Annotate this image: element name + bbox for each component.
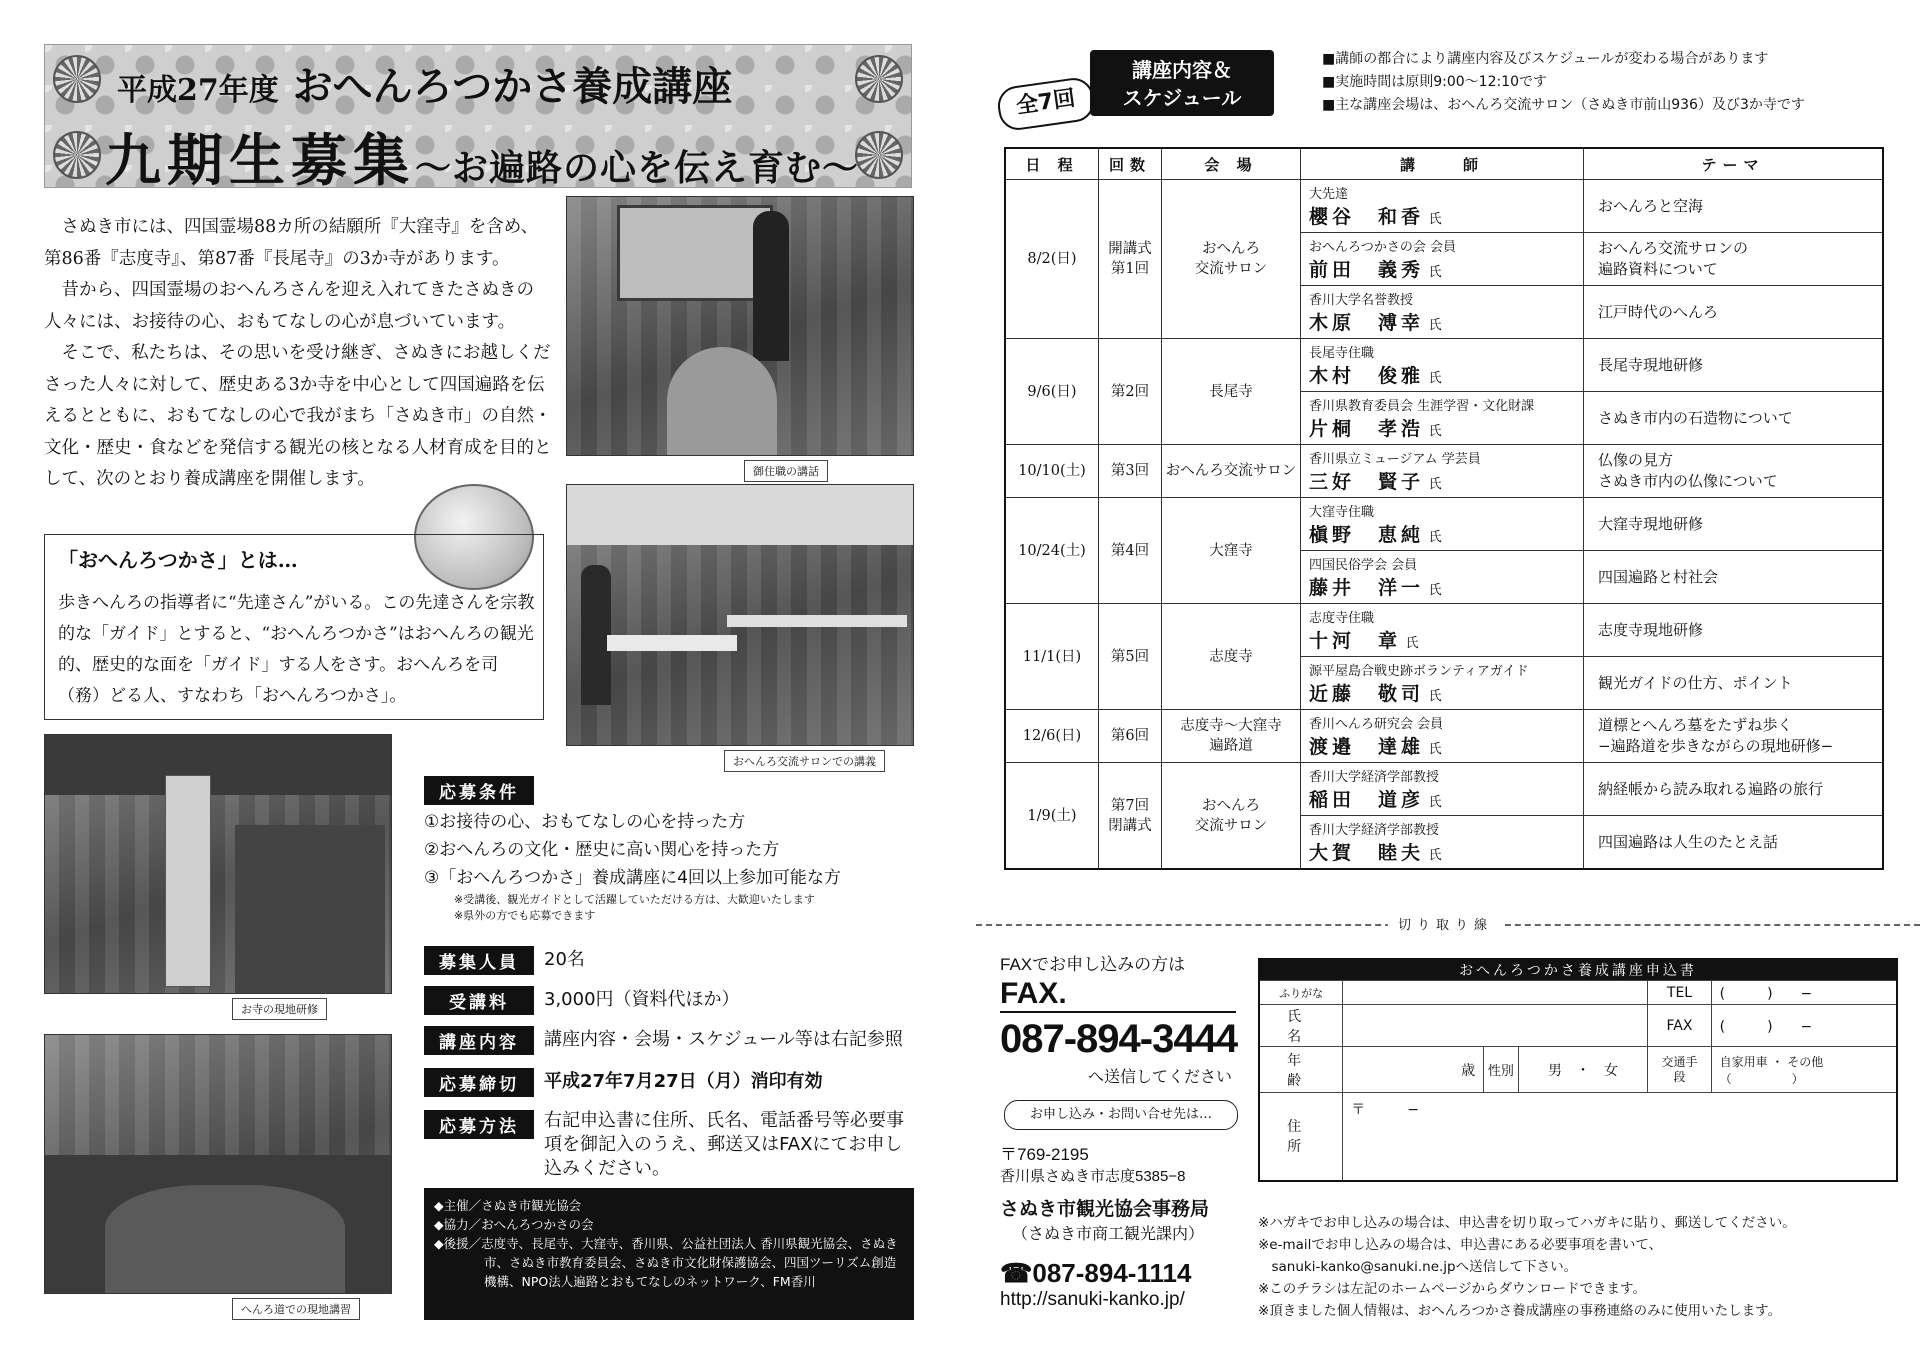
- footnote-email[interactable]: sanuki-kanko@sanuki.ne.jpへ送信して下さい。: [1258, 1259, 1578, 1275]
- schedule-header-row: [1005, 148, 1883, 180]
- schedule-row: [1005, 498, 1883, 551]
- lecturer-affiliation: 香川大学経済学部教授: [1309, 770, 1440, 785]
- schedule-row: [1005, 339, 1883, 392]
- session-number: 開講式 第1回: [1099, 180, 1162, 339]
- definition-title: 「おへんろつかさ」とは…: [58, 548, 298, 572]
- session-date: 10/24(土): [1005, 498, 1099, 604]
- photo-caption: お寺の現地研修: [232, 998, 327, 1020]
- session-date: 9/6(日): [1005, 339, 1099, 445]
- session-number: 第7回 閉講式: [1099, 763, 1162, 870]
- honorific: 氏: [1428, 265, 1442, 280]
- contact-pill: お申し込み・お問い合せ先は…: [1004, 1100, 1238, 1130]
- chrysanthemum-icon: [53, 55, 101, 103]
- age-field[interactable]: 歳: [1343, 1047, 1484, 1093]
- photo-caption: おへんろ交流サロンでの講義: [724, 750, 885, 772]
- session-number: 第6回: [1099, 710, 1162, 763]
- lecturer-cell: [1301, 339, 1584, 392]
- fax-block: [1000, 950, 1250, 1087]
- lecturer-name: 三好 賢子: [1309, 471, 1425, 493]
- honorific: 氏: [1428, 848, 1442, 863]
- condition-note: ※受講後、観光ガイドとして活躍していただける方は、大歓迎いたします: [454, 893, 815, 906]
- footnote: ※このチラシは左記のホームページからダウンロードできます。: [1258, 1281, 1646, 1297]
- schedule-note: ■講師の都合により講座内容及びスケジュールが変わる場合があります: [1322, 51, 1769, 67]
- session-venue: 志度寺: [1162, 604, 1301, 710]
- photo-caption: へんろ道での現地講習: [232, 1298, 360, 1320]
- lecturer-cell: [1301, 392, 1584, 445]
- headline-text: 九期生募集: [105, 128, 415, 188]
- schedule-note: ■実施時間は原則9:00〜12:10です: [1322, 74, 1548, 90]
- headline-subtitle: 〜お遍路の心を伝え育む〜: [415, 147, 860, 188]
- cut-line-label: 切り取り線: [1388, 914, 1503, 933]
- conditions-label: 応募条件: [424, 776, 534, 805]
- detail-value: 3,000円（資料代ほか）: [544, 989, 740, 1010]
- fax-send-note: へ送信してください: [1087, 1069, 1232, 1086]
- honorific: 氏: [1428, 583, 1442, 598]
- schedule-body: [1005, 180, 1883, 870]
- application-form: [1258, 958, 1898, 1182]
- schedule-row: [1005, 180, 1883, 233]
- detail-label: 受講料: [424, 986, 534, 1015]
- schedule-row: [1005, 710, 1883, 763]
- col-theme: テーマ: [1584, 148, 1884, 180]
- lecture-theme: 江戸時代のへんろ: [1584, 286, 1884, 339]
- honorific: 氏: [1428, 477, 1442, 492]
- photo-caption: 御住職の講話: [744, 460, 828, 482]
- schedule-row: [1005, 604, 1883, 657]
- lecture-theme: 四国遍路は人生のたとえ話: [1584, 816, 1884, 870]
- honorific: 氏: [1428, 424, 1442, 439]
- lecturer-affiliation: 大窪寺住職: [1309, 505, 1375, 520]
- schedule-row: [1005, 763, 1883, 816]
- furigana-field[interactable]: [1343, 981, 1648, 1005]
- condition-item: ①お接待の心、おもてなしの心を持った方: [424, 812, 746, 832]
- honorific: 氏: [1428, 318, 1442, 333]
- session-date: 11/1(日): [1005, 604, 1099, 710]
- sponsor-line: ◆協力／おへんろつかさの会: [434, 1217, 594, 1232]
- lecturer-affiliation: 香川大学名誉教授: [1309, 293, 1414, 308]
- session-venue: 志度寺〜大窪寺 遍路道: [1162, 710, 1301, 763]
- detail-value: 平成27年7月27日（月）消印有効: [544, 1071, 823, 1092]
- conditions-list: [424, 808, 904, 924]
- definition-text: 歩きへんろの指導者に“先達さん”がいる。この先達さんを宗教的な「ガイド」とすると、“おへんろつかさ”はおへんろの観光的、歴史的な面を「ガイド」する人をさす。おへんろを司（務）どる人、すなわち「おへんろつかさ」。: [58, 593, 535, 706]
- lecture-theme: おへんろと空海: [1584, 180, 1884, 233]
- honorific: 氏: [1428, 689, 1442, 704]
- address: 香川県さぬき市志度5385−8: [1000, 1168, 1186, 1185]
- lecturer-name: 大賀 睦夫: [1309, 842, 1425, 864]
- lecturer-affiliation: 四国民俗学会 会員: [1309, 558, 1418, 573]
- honorific: 氏: [1428, 530, 1442, 545]
- course-name: おへんろつかさ養成講座: [292, 63, 733, 110]
- col-venue: 会 場: [1162, 148, 1301, 180]
- intro-paragraph: 昔から、四国霊場のおへんろさんを迎え入れてきたさぬきの人々には、お接待の心、おもてなしの心が息づいています。: [44, 280, 534, 332]
- transport-label: 交通手段: [1648, 1047, 1711, 1093]
- photo-salon-lecture: [566, 484, 914, 746]
- footnotes: [1258, 1212, 1908, 1322]
- form-title: おへんろつかさ養成講座申込書: [1259, 959, 1897, 981]
- honorific: 氏: [1428, 742, 1442, 757]
- sponsor-line: ◆後援／志度寺、長尾寺、大窪寺、香川県、公益社団法人 香川県観光協会、さぬき市、さぬき市教育委員会、さぬき市文化財保護協会、四国ツーリズム創造機構、NPO法人遍路とおもてなしのネットワーク、FM香川: [434, 1236, 898, 1289]
- session-date: 10/10(土): [1005, 445, 1099, 498]
- col-number: 回数: [1099, 148, 1162, 180]
- title-banner: [44, 44, 912, 188]
- honorific: 氏: [1428, 212, 1442, 227]
- schedule-table: [1004, 147, 1884, 870]
- honorific: 氏: [1428, 795, 1442, 810]
- detail-value: 20名: [544, 949, 585, 970]
- lecturer-affiliation: 香川大学経済学部教授: [1309, 823, 1440, 838]
- lecturer-cell: [1301, 180, 1584, 233]
- detail-label: 応募方法: [424, 1110, 534, 1139]
- lecture-theme: 仏像の見方 さぬき市内の仏像について: [1584, 445, 1884, 498]
- session-number: 第2回: [1099, 339, 1162, 445]
- chrysanthemum-icon: [855, 131, 903, 179]
- phone-number: ☎087-894-1114: [1000, 1258, 1192, 1288]
- lecturer-cell: [1301, 710, 1584, 763]
- chrysanthemum-icon: [53, 131, 101, 179]
- footnote: ※頂きました個人情報は、おへんろつかさ養成講座の事務連絡のみに使用いたします。: [1258, 1303, 1782, 1319]
- detail-label: 応募締切: [424, 1068, 534, 1097]
- lecturer-affiliation: 志度寺住職: [1309, 611, 1375, 626]
- lecturer-cell: [1301, 551, 1584, 604]
- lecturer-name: 槇野 恵純: [1309, 524, 1425, 546]
- lecture-theme: 長尾寺現地研修: [1584, 339, 1884, 392]
- schedule-title: [1090, 50, 1274, 116]
- condition-item: ②おへんろの文化・歴史に高い関心を持った方: [424, 840, 780, 860]
- chrysanthemum-icon: [855, 55, 903, 103]
- photo-lecture-priest: [566, 196, 914, 456]
- sex-field[interactable]: 男 ・ 女: [1518, 1047, 1648, 1093]
- schedule-row: [1005, 445, 1883, 498]
- session-date: 12/6(日): [1005, 710, 1099, 763]
- photo-temple-field-training: [44, 734, 392, 994]
- lecturer-name: 渡邉 達雄: [1309, 736, 1425, 758]
- lecture-theme: 四国遍路と村社会: [1584, 551, 1884, 604]
- tel-field[interactable]: ( ) −: [1711, 981, 1897, 1005]
- session-date: 1/9(土): [1005, 763, 1099, 870]
- session-number: 第3回: [1099, 445, 1162, 498]
- lecture-theme: 観光ガイドの仕方、ポイント: [1584, 657, 1884, 710]
- detail-label: 講座内容: [424, 1026, 534, 1055]
- lecture-theme: 大窪寺現地研修: [1584, 498, 1884, 551]
- lecturer-cell: [1301, 763, 1584, 816]
- lecturer-affiliation: 香川県立ミュージアム 学芸員: [1309, 452, 1481, 467]
- year-label: 平成27年度: [117, 73, 279, 108]
- session-date: 8/2(日): [1005, 180, 1099, 339]
- lecturer-cell: [1301, 445, 1584, 498]
- lecturer-affiliation: 大先達: [1309, 187, 1349, 202]
- contact-block: [1000, 1140, 1250, 1311]
- lecturer-cell: [1301, 657, 1584, 710]
- headline: [105, 117, 859, 188]
- session-venue: 大窪寺: [1162, 498, 1301, 604]
- lecturer-affiliation: 源平屋島合戦史跡ボランティアガイド: [1309, 664, 1529, 679]
- fax-label: FAX.: [1000, 977, 1236, 1013]
- name-field[interactable]: [1343, 1005, 1648, 1047]
- furigana-label: ふりがな: [1259, 981, 1343, 1005]
- office-sub: （さぬき市商工観光課内）: [1012, 1226, 1205, 1243]
- session-venue: 長尾寺: [1162, 339, 1301, 445]
- condition-item: ③「おへんろつかさ」養成講座に4回以上参加可能な方: [424, 868, 841, 888]
- photo-pilgrim-path: [44, 1034, 392, 1294]
- office-name: さぬき市観光協会事務局: [1000, 1199, 1210, 1220]
- detail-label: 募集人員: [424, 946, 534, 975]
- address-field[interactable]: 〒 −: [1343, 1093, 1897, 1181]
- fax-lead: FAXでお申し込みの方は: [1000, 955, 1186, 974]
- lecturer-affiliation: 長尾寺住職: [1309, 346, 1375, 361]
- lecturer-name: 十河 章: [1309, 630, 1402, 652]
- col-lecturer: 講 師: [1301, 148, 1584, 180]
- lecturer-cell: [1301, 816, 1584, 870]
- footnote: ※ハガキでお申し込みの場合は、申込書を切り取ってハガキに貼り、郵送してください。: [1258, 1215, 1796, 1231]
- detail-value: 講座内容・会場・スケジュール等は右記参照: [544, 1029, 903, 1050]
- sex-label: 性別: [1484, 1047, 1518, 1093]
- lecturer-affiliation: 香川へんろ研究会 会員: [1309, 717, 1444, 732]
- sponsor-box: [424, 1188, 914, 1320]
- detail-value: 右記申込書に住所、氏名、電話番号等必要事項を御記入のうえ、郵送又はFAXにてお申し込みください。: [544, 1110, 904, 1179]
- honorific: 氏: [1428, 371, 1442, 386]
- honorific: 氏: [1405, 636, 1419, 651]
- schedule-title-line: 講座内容＆: [1132, 58, 1232, 82]
- lecturer-name: 前田 義秀: [1309, 259, 1425, 281]
- fax-field[interactable]: ( ) −: [1711, 1005, 1897, 1047]
- session-number: 第4回: [1099, 498, 1162, 604]
- lecture-theme: 納経帳から読み取れる遍路の旅行: [1584, 763, 1884, 816]
- lecture-theme: さぬき市内の石造物について: [1584, 392, 1884, 445]
- intro-text: [44, 212, 554, 496]
- address-label: 住 所: [1259, 1093, 1343, 1181]
- course-title: [117, 55, 732, 112]
- lecturer-name: 近藤 敬司: [1309, 683, 1425, 705]
- lecturer-name: 櫻谷 和香: [1309, 206, 1425, 228]
- sessions-badge: 全7回: [995, 76, 1096, 133]
- lecturer-name: 片桐 孝浩: [1309, 418, 1425, 440]
- condition-note: ※県外の方でも応募できます: [454, 909, 596, 922]
- schedule-note: ■主な講座会場は、おへんろ交流サロン（さぬき市前山936）及び3か寺です: [1322, 97, 1805, 113]
- intro-paragraph: さぬき市には、四国霊場88カ所の結願所『大窪寺』を含め、第86番『志度寺』、第87番『長尾寺』の3か寺があります。: [44, 217, 539, 269]
- lecture-theme: 志度寺現地研修: [1584, 604, 1884, 657]
- transport-field[interactable]: 自家用車 ・ その他（ ）: [1711, 1047, 1897, 1093]
- lecture-theme: 道標とへんろ墓をたずね歩く −遍路道を歩きながらの現地研修−: [1584, 710, 1884, 763]
- lecture-theme: おへんろ交流サロンの 遍路資料について: [1584, 233, 1884, 286]
- session-venue: おへんろ 交流サロン: [1162, 763, 1301, 870]
- lecturer-cell: [1301, 498, 1584, 551]
- lecturer-cell: [1301, 286, 1584, 339]
- lecturer-cell: [1301, 604, 1584, 657]
- lecturer-name: 木村 俊雅: [1309, 365, 1425, 387]
- sponsor-line: ◆主催／さぬき市観光協会: [434, 1198, 582, 1213]
- lecturer-affiliation: おへんろつかさの会 会員: [1309, 240, 1457, 255]
- lecturer-affiliation: 香川県教育委員会 生涯学習・文化財課: [1309, 399, 1535, 414]
- lecturer-name: 木原 溥幸: [1309, 312, 1425, 334]
- lecturer-name: 藤井 洋一: [1309, 577, 1425, 599]
- footnote: ※e-mailでお申し込みの場合は、申込書にある必要事項を書いて、: [1258, 1237, 1663, 1253]
- session-venue: おへんろ交流サロン: [1162, 445, 1301, 498]
- name-label: 氏 名: [1259, 1005, 1343, 1047]
- schedule-title-line: スケジュール: [1122, 86, 1242, 110]
- session-venue: おへんろ 交流サロン: [1162, 180, 1301, 339]
- col-date: 日 程: [1005, 148, 1099, 180]
- schedule-notes: [1322, 48, 1882, 117]
- age-label: 年 齢: [1259, 1047, 1343, 1093]
- lecturer-name: 稲田 道彦: [1309, 789, 1425, 811]
- fax-field-label: FAX: [1648, 1005, 1711, 1047]
- website-link[interactable]: http://sanuki-kanko.jp/: [1000, 1289, 1185, 1310]
- session-number: 第5回: [1099, 604, 1162, 710]
- lecturer-cell: [1301, 233, 1584, 286]
- postal-code: 〒769-2195: [1000, 1145, 1089, 1164]
- tel-label: TEL: [1648, 981, 1711, 1005]
- fax-number: 087-894-3444: [1000, 1017, 1238, 1061]
- intro-paragraph: そこで、私たちは、その思いを受け継ぎ、さぬきにお越しくださった人々に対して、歴史ある3か寺を中心として四国遍路を伝えるとともに、おもてなしの心で我がまち「さぬき市」の自然・文化・歴史・食などを発信する観光の核となる人材育成を目的として、次のとおり養成講座を開催します。: [44, 343, 552, 489]
